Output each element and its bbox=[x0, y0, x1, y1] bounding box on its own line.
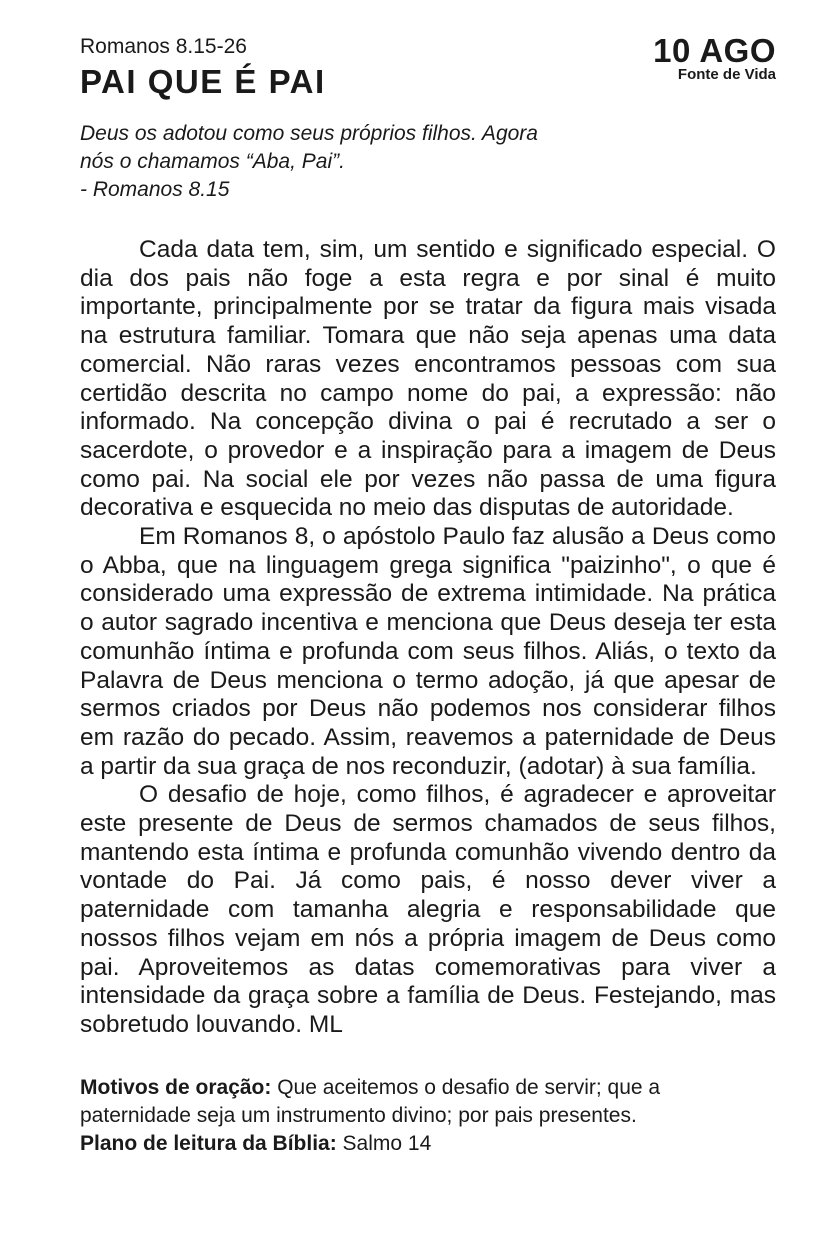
bible-reference: Romanos 8.15-26 bbox=[80, 35, 247, 58]
key-verse bbox=[80, 120, 640, 204]
key-verse-line: Deus os adotou como seus próprios filhos. Agora bbox=[80, 122, 538, 145]
page-title: PAI QUE É PAI bbox=[80, 63, 326, 100]
body-paragraph: Cada data tem, sim, um sentido e significado especial. O dia dos pais não foge a esta regra e por sinal é muito importante, principalmente por se tratar da figura mais visada na estrutura familiar. Tomara que não seja apenas uma data comercial. Não raras vezes encontramos pessoas com sua certidão descrita no campo nome do pai, a expressão: não informado. Na concepção divina o pai é recrutado a ser o sacerdote, o provedor e a inspiração para a imagem de Deus como pai. Na social ele por vezes não passa de uma figura decorativa e esquecida no meio das disputas de autoridade. bbox=[80, 236, 776, 522]
publisher-name: Fonte de Vida bbox=[677, 66, 776, 83]
devotional-body bbox=[80, 236, 776, 1040]
prayer-motives-label: Motivos de oração: bbox=[80, 1075, 272, 1099]
header bbox=[80, 34, 776, 102]
reading-plan-label: Plano de leitura da Bíblia: bbox=[80, 1131, 337, 1155]
key-verse-citation: - Romanos 8.15 bbox=[80, 178, 230, 201]
reading-plan-text: Salmo 14 bbox=[336, 1131, 432, 1155]
body-paragraph: O desafio de hoje, como filhos, é agradecer e aproveitar este presente de Deus de sermos chamados de seus filhos, mantendo esta íntima e profunda comunhão vivendo dentro da vontade do Pai. Já como pais, é nosso dever viver a paternidade com tamanha alegria e responsabilidade que nossos filhos vejam em nós a própria imagem de Deus como pai. Aproveitemos as datas comemorativas para viver a intensidade da graça sobre a família de Deus. Festejando, mas sobretudo louvando. ML bbox=[80, 781, 776, 1038]
reading-plan bbox=[80, 1130, 776, 1158]
prayer-motives-text: Que aceitemos o desafio de servir; que a paternidade seja um instrumento divino; por pais presentes. bbox=[80, 1075, 661, 1127]
body-paragraph: Em Romanos 8, o apóstolo Paulo faz alusão a Deus como o Abba, que na linguagem grega significa "paizinho", o que é considerado uma expressão de extrema intimidade. Na prática o autor sagrado incentiva e menciona que Deus deseja ter esta comunhão íntima e profunda com seus filhos. Aliás, o texto da Palavra de Deus menciona o termo adoção, já que apesar de sermos criados por Deus não podemos nos considerar filhos em razão do pecado. Assim, reavemos a paternidade de Deus a partir da sua graça de nos reconduzir, (adotar) à sua família. bbox=[80, 523, 776, 780]
date-label: 10 AGO bbox=[653, 32, 776, 69]
footer bbox=[80, 1074, 776, 1158]
prayer-motives bbox=[80, 1074, 776, 1130]
devotional-page bbox=[80, 34, 776, 1158]
key-verse-line: nós o chamamos “Aba, Pai”. bbox=[80, 150, 345, 173]
